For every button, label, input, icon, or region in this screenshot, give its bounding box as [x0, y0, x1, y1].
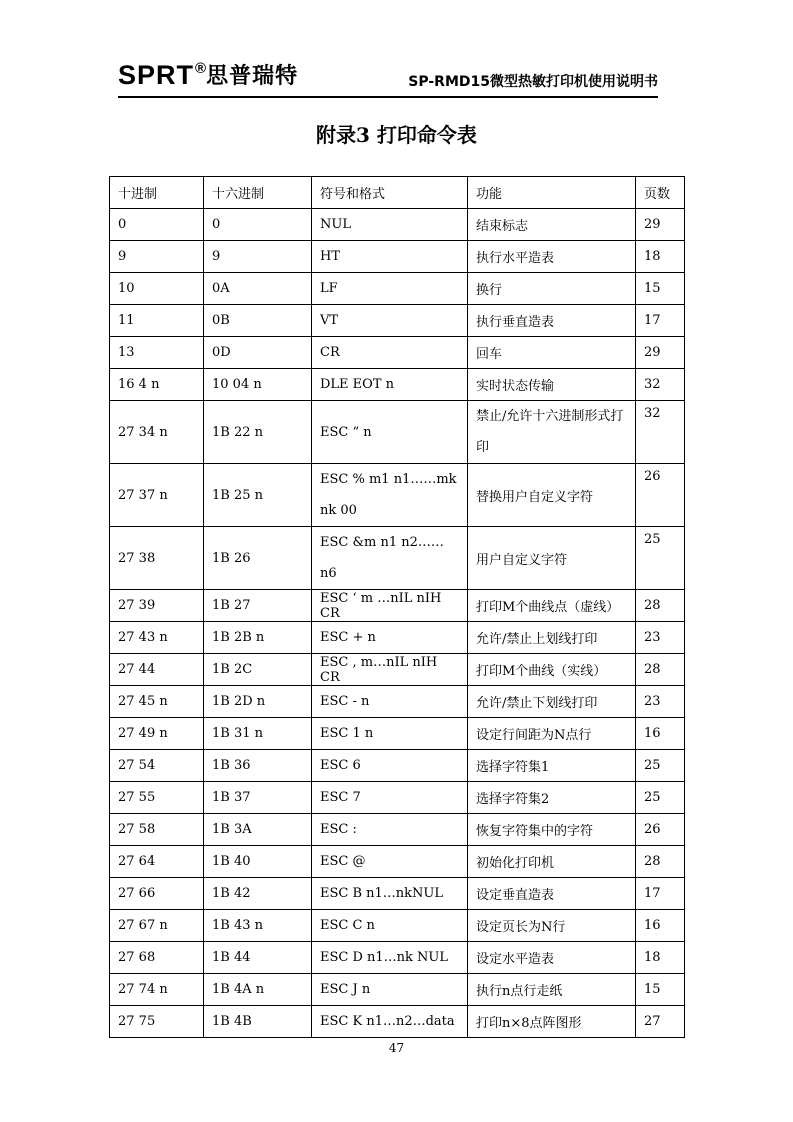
cell-decimal: 27 55 — [110, 782, 204, 814]
cell-hex: 10 04 n — [204, 369, 312, 401]
cell-function: 执行垂直造表 — [468, 305, 636, 337]
table-row — [110, 590, 685, 622]
cell-hex: 0D — [204, 337, 312, 369]
cell-function: 结束标志 — [468, 209, 636, 241]
table-row — [110, 750, 685, 782]
header-page: 页数 — [636, 177, 685, 209]
cell-function: 选择字符集1 — [468, 750, 636, 782]
cell-format: CR — [312, 337, 468, 369]
table-row — [110, 846, 685, 878]
table-row — [110, 1006, 685, 1038]
cell-page: 16 — [636, 718, 685, 750]
cell-format: ESC , m…nIL nIH CR — [312, 654, 468, 686]
command-table — [109, 176, 685, 1038]
cell-hex: 1B 31 n — [204, 718, 312, 750]
cell-page: 25 — [636, 782, 685, 814]
cell-decimal: 27 34 n — [110, 401, 204, 464]
cell-hex: 0 — [204, 209, 312, 241]
cell-decimal: 27 74 n — [110, 974, 204, 1006]
cell-page: 15 — [636, 974, 685, 1006]
cell-function: 用户自定义字符 — [468, 527, 636, 590]
cell-page: 25 — [636, 750, 685, 782]
cell-page: 26 — [636, 814, 685, 846]
cell-decimal: 0 — [110, 209, 204, 241]
table-row — [110, 686, 685, 718]
cell-hex: 1B 2B n — [204, 622, 312, 654]
cell-function: 选择字符集2 — [468, 782, 636, 814]
cell-decimal: 27 49 n — [110, 718, 204, 750]
cell-hex: 1B 27 — [204, 590, 312, 622]
table-row — [110, 654, 685, 686]
cell-function: 设定水平造表 — [468, 942, 636, 974]
cell-hex: 1B 3A — [204, 814, 312, 846]
cell-decimal: 27 67 n — [110, 910, 204, 942]
cell-decimal: 10 — [110, 273, 204, 305]
cell-hex: 1B 37 — [204, 782, 312, 814]
table-row — [110, 337, 685, 369]
page-header — [118, 58, 658, 96]
page-heading: 附录3 打印命令表 — [316, 123, 477, 147]
cell-function: 执行水平造表 — [468, 241, 636, 273]
header-function: 功能 — [468, 177, 636, 209]
cell-decimal: 27 68 — [110, 942, 204, 974]
table-row — [110, 527, 685, 590]
cell-page: 28 — [636, 590, 685, 622]
cell-format: ESC @ — [312, 846, 468, 878]
table-row — [110, 241, 685, 273]
cell-function: 恢复字符集中的字符 — [468, 814, 636, 846]
table-row — [110, 369, 685, 401]
cell-decimal: 27 44 — [110, 654, 204, 686]
cell-function: 打印n×8点阵图形 — [468, 1006, 636, 1038]
cell-format: ESC C n — [312, 910, 468, 942]
cell-hex: 1B 25 n — [204, 464, 312, 527]
table-row — [110, 942, 685, 974]
cell-format: LF — [312, 273, 468, 305]
cell-format: ESC : — [312, 814, 468, 846]
header-hex: 十六进制 — [204, 177, 312, 209]
cell-page: 32 — [636, 369, 685, 401]
cell-decimal: 27 75 — [110, 1006, 204, 1038]
cell-page: 15 — [636, 273, 685, 305]
cell-hex: 1B 44 — [204, 942, 312, 974]
brand-latin: SPRT — [118, 60, 195, 90]
cell-decimal: 27 38 — [110, 527, 204, 590]
cell-page: 25 — [636, 527, 685, 590]
cell-function: 设定垂直造表 — [468, 878, 636, 910]
document-title: SP-RMD15微型热敏打印机使用说明书 — [408, 74, 658, 90]
cell-page: 16 — [636, 910, 685, 942]
cell-format: ESC 7 — [312, 782, 468, 814]
cell-hex: 1B 22 n — [204, 401, 312, 464]
cell-hex: 1B 26 — [204, 527, 312, 590]
cell-hex: 1B 4A n — [204, 974, 312, 1006]
cell-format: ESC B n1…nkNUL — [312, 878, 468, 910]
table-row — [110, 622, 685, 654]
table-row — [110, 910, 685, 942]
cell-decimal: 27 37 n — [110, 464, 204, 527]
cell-decimal: 27 45 n — [110, 686, 204, 718]
cell-format: NUL — [312, 209, 468, 241]
cell-function: 换行 — [468, 273, 636, 305]
cell-hex: 1B 40 — [204, 846, 312, 878]
cell-page: 28 — [636, 654, 685, 686]
brand-logo — [118, 60, 298, 91]
table-row — [110, 305, 685, 337]
table-row — [110, 782, 685, 814]
cell-page: 18 — [636, 241, 685, 273]
cell-page: 17 — [636, 878, 685, 910]
cell-hex: 1B 2D n — [204, 686, 312, 718]
cell-hex: 0A — [204, 273, 312, 305]
header-decimal: 十进制 — [110, 177, 204, 209]
cell-hex: 1B 4B — [204, 1006, 312, 1038]
cell-format: ESC 1 n — [312, 718, 468, 750]
cell-function: 回车 — [468, 337, 636, 369]
cell-page: 23 — [636, 686, 685, 718]
cell-function: 打印M个曲线（实线） — [468, 654, 636, 686]
table-row — [110, 718, 685, 750]
cell-decimal: 9 — [110, 241, 204, 273]
cell-page: 23 — [636, 622, 685, 654]
table-row — [110, 401, 685, 464]
header-rule — [118, 96, 658, 98]
table-row — [110, 209, 685, 241]
cell-format: ESC ‘ m …nIL nIH CR — [312, 590, 468, 622]
cell-hex: 0B — [204, 305, 312, 337]
cell-page: 17 — [636, 305, 685, 337]
cell-hex: 1B 2C — [204, 654, 312, 686]
cell-format: ESC “ n — [312, 401, 468, 464]
cell-decimal: 16 4 n — [110, 369, 204, 401]
cell-function: 打印M个曲线点（虚线） — [468, 590, 636, 622]
cell-function: 替换用户自定义字符 — [468, 464, 636, 527]
cell-hex: 1B 43 n — [204, 910, 312, 942]
cell-format: ESC + n — [312, 622, 468, 654]
cell-function: 设定行间距为N点行 — [468, 718, 636, 750]
table-header-row — [110, 177, 685, 209]
cell-page: 29 — [636, 337, 685, 369]
cell-format: ESC J n — [312, 974, 468, 1006]
cell-format: ESC K n1…n2…data — [312, 1006, 468, 1038]
cell-function: 禁止/允许十六进制形式打印 — [468, 401, 636, 464]
cell-decimal: 27 43 n — [110, 622, 204, 654]
cell-format: ESC &m n1 n2…… n6 — [312, 527, 468, 590]
cell-function: 初始化打印机 — [468, 846, 636, 878]
table-row — [110, 878, 685, 910]
cell-page: 29 — [636, 209, 685, 241]
cell-format: ESC D n1…nk NUL — [312, 942, 468, 974]
cell-format: VT — [312, 305, 468, 337]
cell-page: 27 — [636, 1006, 685, 1038]
cell-page: 32 — [636, 401, 685, 464]
cell-format: DLE EOT n — [312, 369, 468, 401]
cell-decimal: 27 64 — [110, 846, 204, 878]
cell-function: 执行n点行走纸 — [468, 974, 636, 1006]
cell-format: ESC - n — [312, 686, 468, 718]
cell-decimal: 27 54 — [110, 750, 204, 782]
registered-mark: ® — [195, 60, 207, 77]
cell-format: ESC % m1 n1……mk nk 00 — [312, 464, 468, 527]
cell-page: 26 — [636, 464, 685, 527]
header-format: 符号和格式 — [312, 177, 468, 209]
cell-function: 实时状态传输 — [468, 369, 636, 401]
cell-decimal: 13 — [110, 337, 204, 369]
cell-hex: 1B 36 — [204, 750, 312, 782]
cell-function: 允许/禁止下划线打印 — [468, 686, 636, 718]
cell-function: 设定页长为N行 — [468, 910, 636, 942]
cell-decimal: 27 39 — [110, 590, 204, 622]
cell-hex: 9 — [204, 241, 312, 273]
cell-function: 允许/禁止上划线打印 — [468, 622, 636, 654]
cell-hex: 1B 42 — [204, 878, 312, 910]
table-row — [110, 974, 685, 1006]
cell-page: 28 — [636, 846, 685, 878]
cell-decimal: 11 — [110, 305, 204, 337]
table-row — [110, 273, 685, 305]
cell-format: HT — [312, 241, 468, 273]
brand-chinese: 思普瑞特 — [206, 64, 299, 89]
cell-page: 18 — [636, 942, 685, 974]
cell-format: ESC 6 — [312, 750, 468, 782]
table-row — [110, 814, 685, 846]
table-row — [110, 464, 685, 527]
page-number: 47 — [388, 1041, 405, 1055]
cell-decimal: 27 58 — [110, 814, 204, 846]
cell-decimal: 27 66 — [110, 878, 204, 910]
